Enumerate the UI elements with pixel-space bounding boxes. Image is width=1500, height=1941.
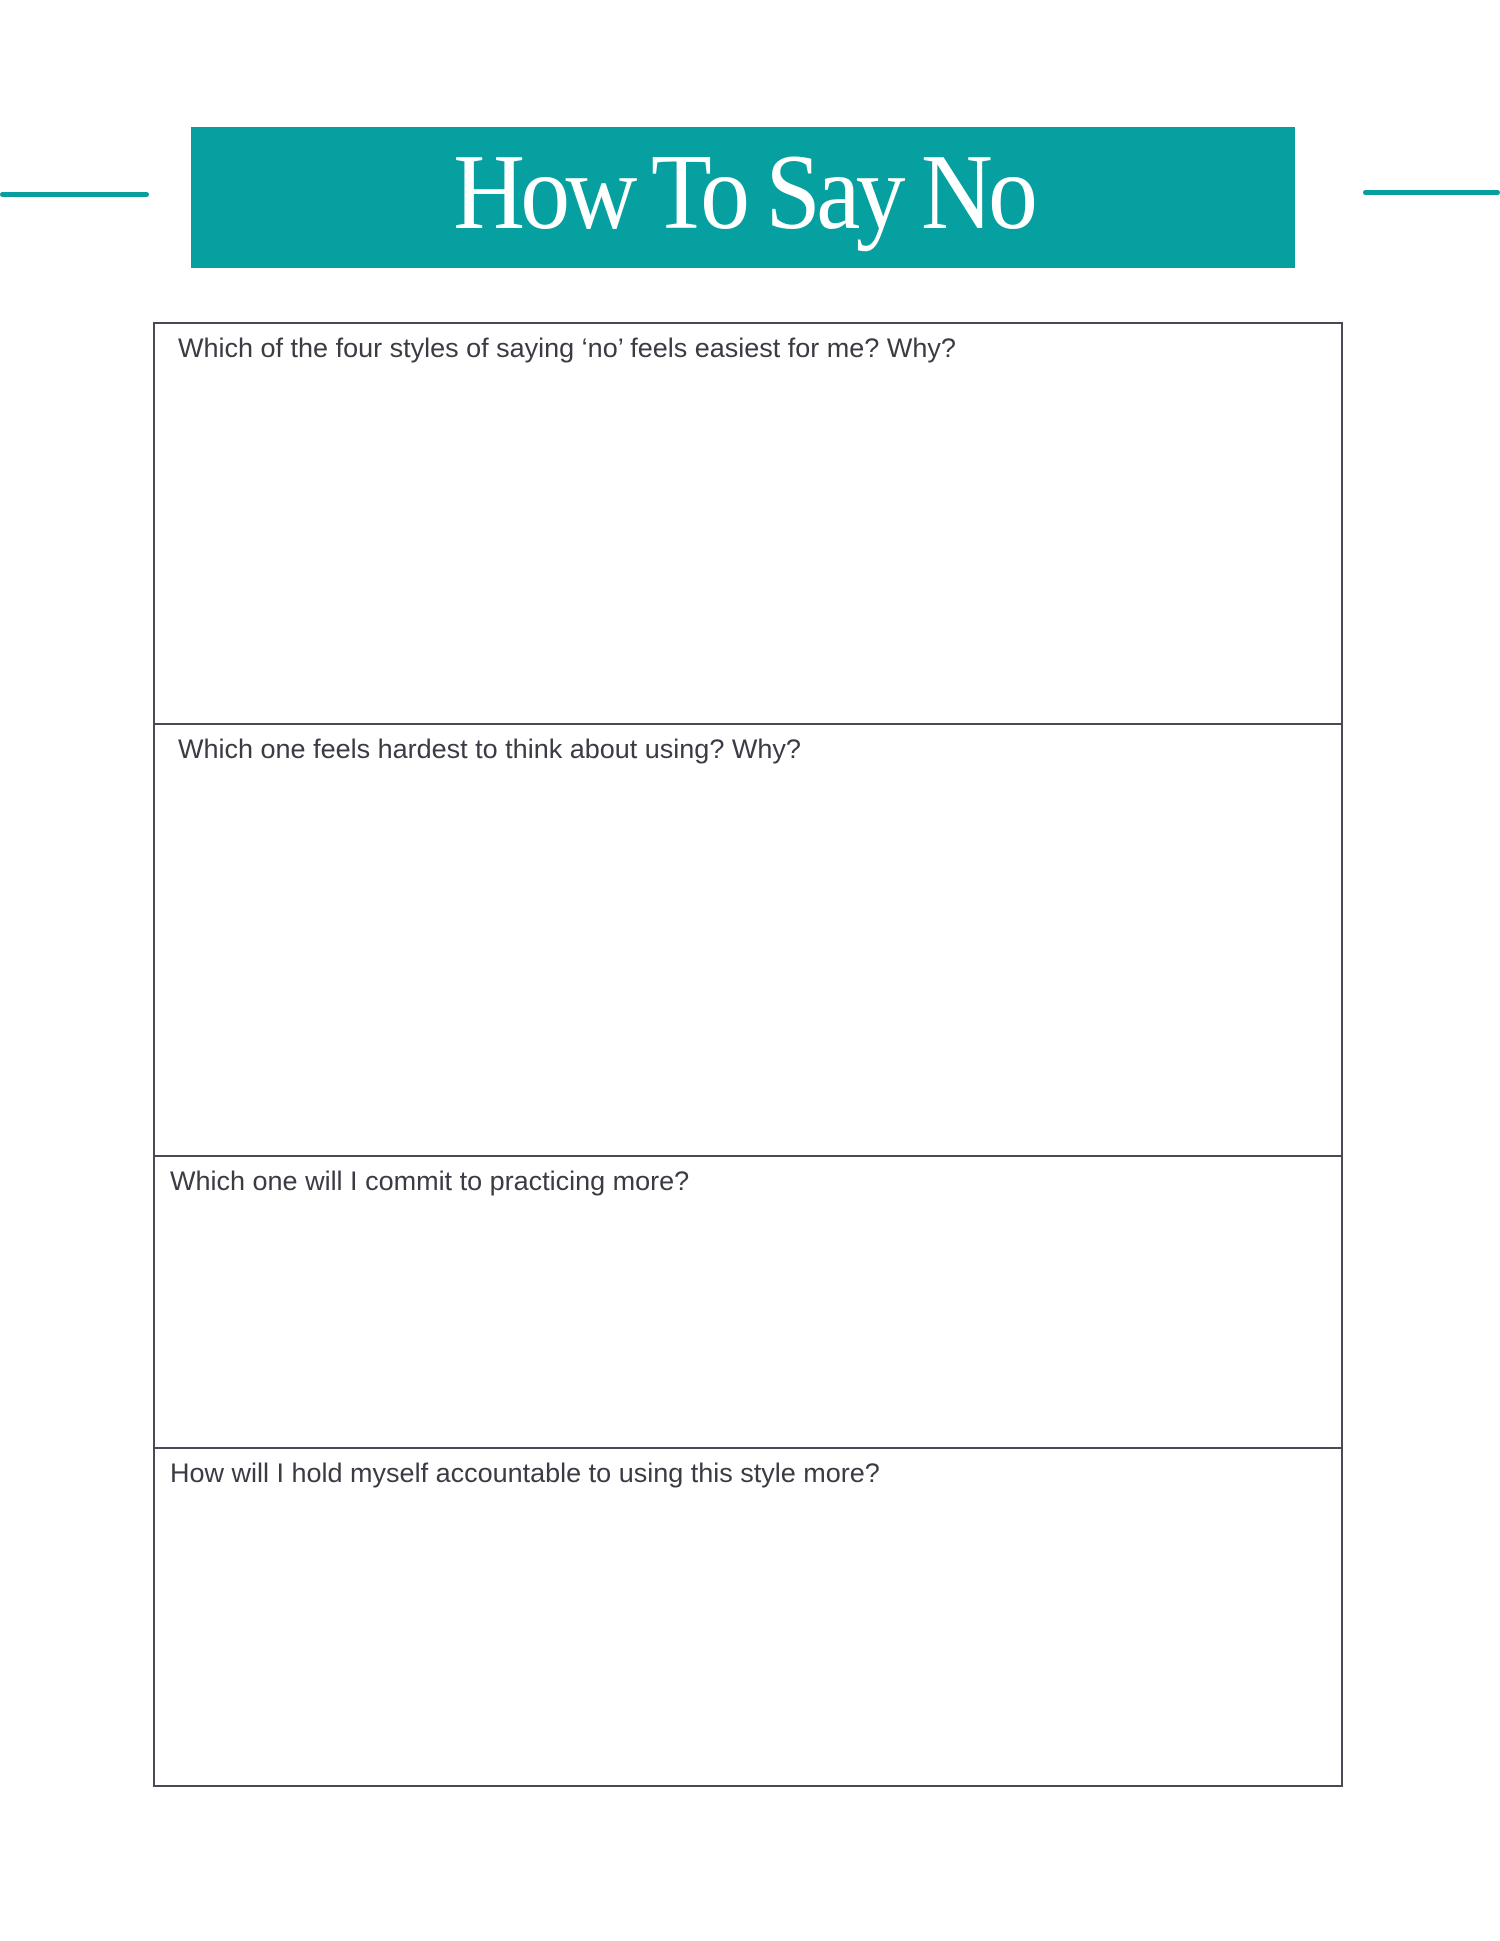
answer-area-4[interactable]: [155, 1449, 1341, 1787]
decorative-line-right: [1363, 190, 1500, 195]
answer-area-3[interactable]: [155, 1157, 1341, 1449]
worksheet-table: [153, 322, 1343, 1787]
question-label: Which one will I commit to practicing more?: [170, 1166, 690, 1196]
question-label: Which of the four styles of saying ‘no’ feels easiest for me? Why?: [178, 333, 956, 363]
page-title: How To Say No: [452, 132, 1034, 252]
answer-area-1[interactable]: [155, 324, 1341, 725]
question-label: Which one feels hardest to think about using? Why?: [178, 734, 801, 764]
question-label: How will I hold myself accountable to using this style more?: [170, 1458, 880, 1488]
decorative-line-left: [0, 192, 149, 197]
title-banner: [191, 127, 1295, 268]
answer-area-2[interactable]: [155, 725, 1341, 1157]
